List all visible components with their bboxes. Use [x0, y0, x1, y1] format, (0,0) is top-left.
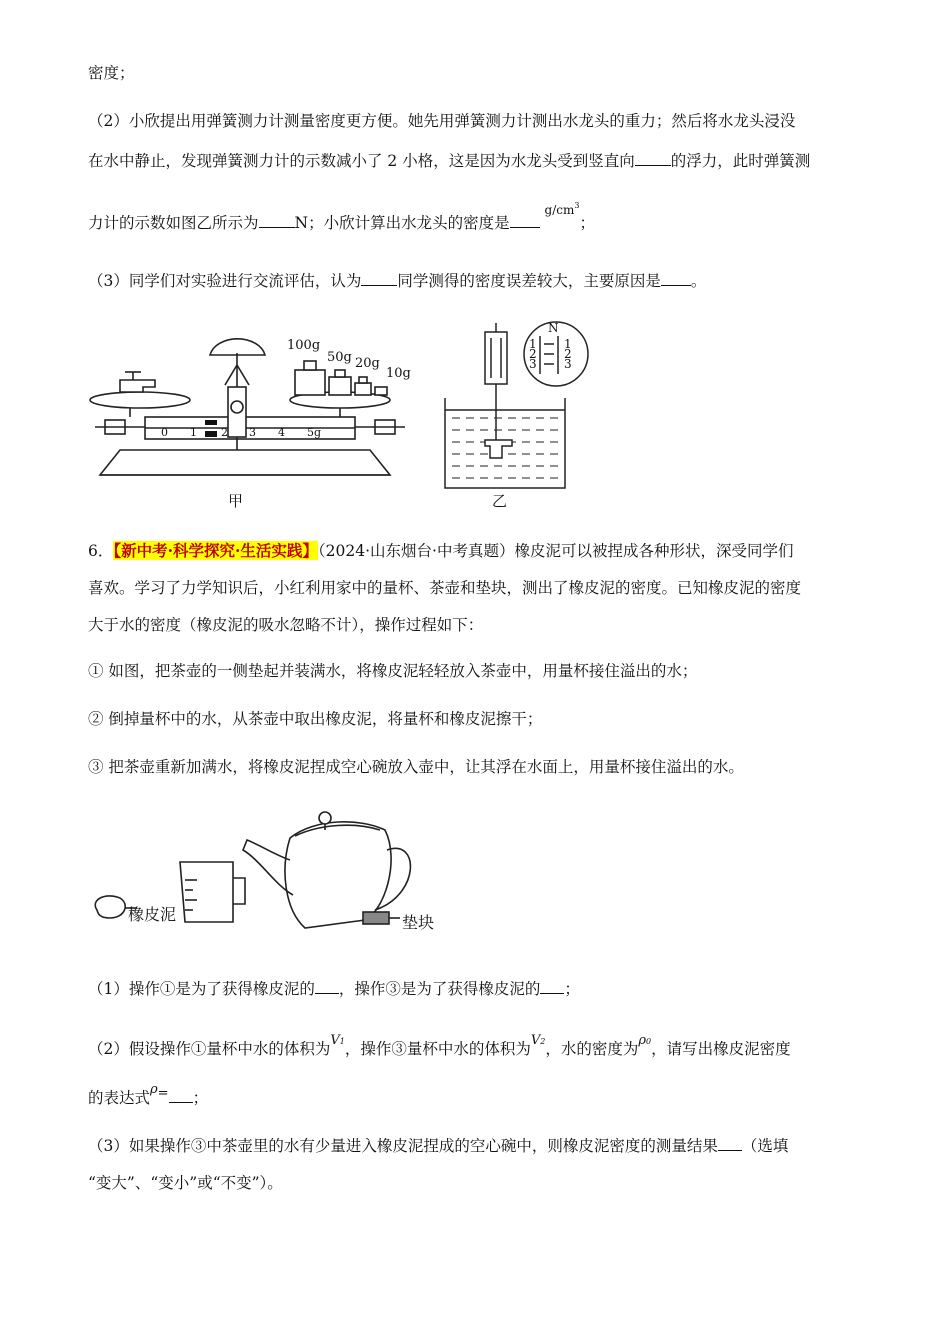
q6-sub1-text-c: ； [564, 980, 580, 998]
q6-sub2-text-c: ，水的密度为 [545, 1040, 639, 1058]
q6-line3: 大于水的密度（橡皮泥的吸水忽略不计），操作过程如下： [88, 616, 484, 634]
symbol-rho0: ρ0 [638, 1033, 652, 1048]
q6-sub2-text-f: ； [192, 1089, 209, 1107]
q6-sub2-text-e: 的表达式 [88, 1089, 151, 1107]
balance-figure [85, 325, 425, 495]
answer-blank-spring-reading[interactable] [259, 213, 295, 228]
equals-sign: = [157, 1086, 169, 1101]
scale-tick: 3 [249, 426, 256, 439]
q5-part3-line [88, 270, 706, 292]
q5-part2-line3-text-c: ； [579, 214, 595, 232]
scale-tick: 1 [190, 426, 197, 439]
q5-part3-text-b: 同学测得的密度误差较大，主要原因是 [397, 272, 661, 290]
q6-line2: 喜欢。学习了力学知识后，小红利用家中的量杯、茶壶和垫块，测出了橡皮泥的密度。已知橡皮泥的密度 [88, 579, 802, 597]
q6-step1: ① 如图，把茶壶的一侧垫起并装满水，将橡皮泥轻轻放入茶壶中，用量杯接住溢出的水； [88, 662, 698, 680]
answer-blank-buoyancy-direction[interactable] [635, 151, 671, 166]
q5-part2-line3-text-b: N；小欣计算出水龙头的密度是 [294, 214, 510, 232]
scale-tick: 4 [278, 426, 285, 439]
answer-blank-clay-mass[interactable] [315, 979, 339, 994]
scale-tick: 5g [307, 426, 322, 439]
spring-scale-figure [440, 318, 600, 493]
scale-tick: 2 [221, 426, 228, 439]
symbol-v2: V2 [530, 1033, 546, 1048]
figure-caption-jia: 甲 [228, 492, 244, 510]
answer-blank-measurement-result[interactable] [718, 1136, 742, 1151]
spring-tick: 3 [564, 357, 572, 371]
q5-part2-line2 [88, 150, 810, 172]
q6-sub2-line1 [88, 1033, 791, 1063]
density-unit: g/cm3 [544, 201, 580, 217]
figure-caption-yi: 乙 [492, 492, 508, 510]
q6-line1-text: （2024·山东烟台·中考真题）橡皮泥可以被捏成各种形状，深受同学们 [317, 542, 794, 560]
rider-marker [205, 431, 217, 437]
q6-heading-line [88, 540, 793, 562]
symbol-v1: V1 [330, 1033, 345, 1048]
q6-sub2-text-b: ，操作③量杯中水的体积为 [344, 1040, 531, 1058]
q6-sub2-line2 [88, 1082, 209, 1111]
q6-step3: ③ 把茶壶重新加满水，将橡皮泥捏成空心碗放入壶中，让其浮在水面上，用量杯接住溢出的水。 [88, 758, 744, 776]
spring-tick: 2 [529, 347, 537, 361]
q6-sub2-text-d: ，请写出橡皮泥密度 [651, 1040, 791, 1058]
q5-part2-line3 [88, 201, 595, 237]
spring-tick: 3 [529, 357, 537, 371]
q5-part2-line2-text-b: 的浮力，此时弹簧测 [670, 152, 811, 170]
spring-tick: 1 [529, 337, 537, 351]
label-clay: 橡皮泥 [128, 905, 177, 924]
answer-blank-density-expression[interactable] [169, 1088, 193, 1103]
answer-blank-main-reason[interactable] [661, 271, 691, 286]
spring-unit-label: N [548, 321, 559, 335]
weight-label: 100g [287, 338, 321, 353]
answer-blank-faucet-density[interactable] [510, 213, 540, 228]
q6-sub3-line2: “变大”、“变小”或“不变”）。 [88, 1174, 283, 1192]
q6-category-tag: 【新中考·科学探究·生活实践】 [113, 541, 318, 560]
q6-number: 6． [88, 542, 114, 560]
q6-step2: ② 倒掉量杯中的水，从茶壶中取出橡皮泥，将量杯和橡皮泥擦干； [88, 710, 543, 728]
q5-line-density: 密度； [88, 64, 135, 82]
q5-part2-line1: （2）小欣提出用弹簧测力计测量密度更方便。她先用弹簧测力计测出水龙头的重力；然后将水龙头浸没 [88, 112, 796, 130]
spring-tick: 2 [564, 347, 572, 361]
q6-sub1 [88, 978, 580, 1000]
q5-part3-text-c: 。 [690, 272, 707, 290]
scale-tick: 0 [161, 426, 168, 439]
q6-sub3-text-a: （3）如果操作③中茶壶里的水有少量进入橡皮泥捏成的空心碗中，则橡皮泥密度的测量结果 [88, 1137, 718, 1155]
q6-sub1-text-a: （1）操作①是为了获得橡皮泥的 [88, 980, 315, 998]
q6-sub3-text-b: （选填 [741, 1137, 789, 1155]
q6-sub3-line1 [88, 1135, 788, 1157]
q6-sub2-text-a: （2）假设操作①量杯中水的体积为 [88, 1040, 331, 1058]
q5-part2-line2-text-a: 在水中静止，发现弹簧测力计的示数减小了 2 小格，这是因为水龙头受到竖直向 [88, 152, 635, 170]
answer-blank-which-student[interactable] [361, 271, 397, 286]
symbol-rho: ρ [150, 1082, 158, 1097]
answer-blank-clay-volume[interactable] [540, 979, 564, 994]
weight-label: 20g [355, 356, 380, 371]
weight-label: 10g [386, 366, 411, 381]
q5-part3-text-a: （3）同学们对实验进行交流评估，认为 [88, 272, 362, 290]
q5-part2-line3-text-a: 力计的示数如图乙所示为 [88, 214, 259, 232]
spring-tick: 1 [564, 337, 572, 351]
q6-sub1-text-b: ，操作③是为了获得橡皮泥的 [338, 980, 541, 998]
weight-label: 50g [327, 350, 352, 365]
label-block: 垫块 [402, 913, 435, 932]
